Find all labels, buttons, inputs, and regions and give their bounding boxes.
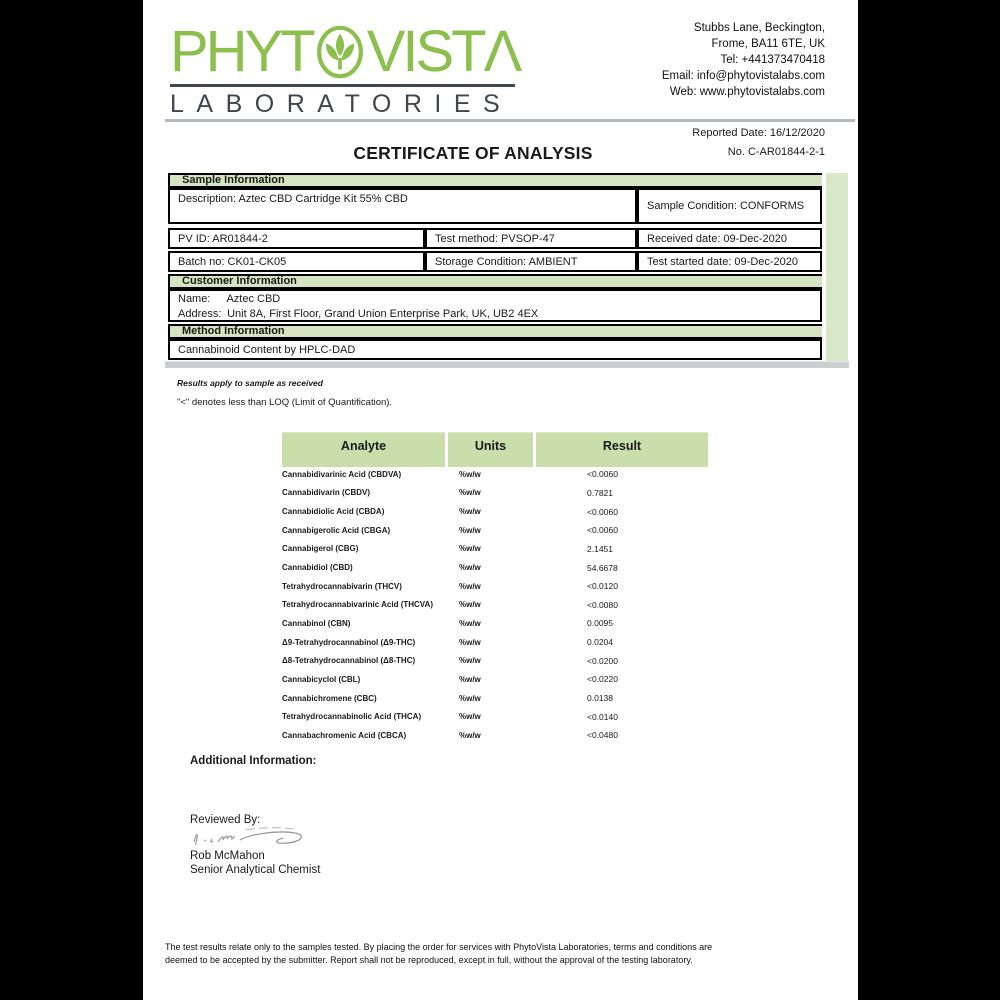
brand-logo [170, 19, 520, 84]
results-cell-units: %w/w [459, 581, 481, 591]
results-row [282, 502, 712, 521]
customer-name-value: Aztec CBD [226, 293, 281, 305]
results-row [282, 651, 712, 670]
certificate-page [143, 0, 858, 1000]
results-cell-units: %w/w [459, 544, 481, 554]
results-row [282, 689, 712, 708]
customer-address-value: Unit 8A, First Floor, Grand Union Enterprise Park, UK, UB2 4EX [227, 308, 539, 320]
brand-wordmark-right: VISTΛ [366, 19, 520, 84]
received-date-cell: Received date: 09-Dec-2020 [637, 228, 822, 249]
contact-address-block [505, 20, 825, 100]
results-cell-units: %w/w [459, 674, 481, 684]
method-cell: Cannabinoid Content by HPLC-DAD [168, 339, 822, 360]
results-cell-units: %w/w [459, 637, 481, 647]
sample-information-section-bar: Sample Information [168, 173, 822, 188]
sample-condition-cell: Sample Condition: CONFORMS [637, 188, 822, 224]
results-header-analyte: Analyte [282, 432, 445, 467]
results-row [282, 558, 712, 577]
results-cell-units: %w/w [459, 600, 481, 610]
customer-info-cell [168, 289, 822, 322]
contact-line: Tel: +441373470418 [720, 54, 825, 66]
results-row [282, 707, 712, 726]
logo-divider-rule [170, 84, 515, 87]
results-row [282, 484, 712, 503]
customer-name-line [178, 293, 820, 305]
results-cell-analyte: Cannabigerolic Acid (CBGA) [282, 525, 391, 535]
results-cell-units: %w/w [459, 488, 481, 498]
results-cell-units: %w/w [459, 618, 481, 628]
footer-line-2: deemed to be accepted by the submitter. Report shall not be reproduced, except in full, without the approval of the testing laboratory. [165, 954, 693, 965]
results-cell-analyte: Tetrahydrocannabinolic Acid (THCA) [282, 712, 422, 722]
results-row [282, 540, 712, 559]
report-number: No. C-AR01844-2-1 [727, 146, 825, 158]
results-cell-result: <0.0060 [587, 469, 618, 480]
results-cell-result: 0.0138 [587, 693, 613, 703]
test-method-cell: Test method: PVSOP-47 [425, 228, 637, 249]
reviewer-name: Rob McMahon [190, 850, 265, 862]
results-cell-result: 2.1451 [587, 543, 613, 554]
results-cell-analyte: Cannabachromenic Acid (CBCA) [282, 730, 407, 740]
green-margin-strip [826, 173, 848, 363]
results-cell-analyte: Δ9-Tetrahydrocannabinol (Δ9-THC) [282, 637, 416, 647]
results-row [282, 614, 712, 633]
results-cell-analyte: Cannabichromene (CBC) [282, 693, 377, 703]
footer-line-1: The test results relate only to the samples tested. By placing the order for services with PhytoVista Laboratories, terms and conditions are [165, 942, 713, 952]
contact-line: Frome, BA11 6TE, UK [711, 38, 825, 50]
results-cell-result: <0.0480 [587, 730, 618, 741]
customer-address-line [178, 308, 820, 320]
reviewer-title: Senior Analytical Chemist [190, 864, 321, 876]
results-cell-result: <0.0060 [587, 525, 618, 536]
results-cell-units: %w/w [459, 712, 481, 722]
results-cell-result: 0.0095 [587, 618, 613, 629]
results-row [282, 633, 712, 652]
results-cell-result: <0.0120 [587, 581, 618, 592]
sample-description-cell: Description: Aztec CBD Cartridge Kit 55% CBD [168, 188, 637, 224]
results-cell-result: 54.6678 [587, 562, 618, 573]
results-cell-units: %w/w [459, 656, 481, 666]
results-header-result: Result [536, 432, 708, 467]
brand-wordmark-left: PHYT [170, 19, 313, 84]
results-cell-result: <0.0220 [587, 674, 618, 685]
leaf-in-circle-icon [315, 24, 365, 80]
results-table-body [282, 465, 712, 745]
results-row [282, 465, 712, 484]
results-cell-result: <0.0200 [587, 655, 618, 666]
results-cell-result: <0.0060 [587, 506, 618, 517]
contact-line: Stubbs Lane, Beckington, [693, 22, 825, 34]
contact-line: Email: info@phytovistalabs.com [661, 70, 825, 82]
results-cell-analyte: Cannabidivarinic Acid (CBDVA) [282, 469, 402, 479]
customer-name-label: Name: [178, 293, 211, 305]
results-cell-analyte: Tetrahydrocannabivarin (THCV) [282, 581, 402, 591]
customer-information-section-bar: Customer Information [168, 274, 822, 289]
results-cell-analyte: Cannabidiolic Acid (CBDA) [282, 507, 385, 517]
results-row [282, 670, 712, 689]
contact-line: Web: www.phytovistalabs.com [669, 86, 825, 98]
results-cell-result: 0.0204 [587, 637, 613, 648]
handwritten-signature [188, 826, 313, 850]
results-note: Results apply to sample as received [177, 378, 323, 388]
reported-date: Reported Date: 16/12/2020 [692, 127, 825, 139]
results-row [282, 577, 712, 596]
footer-disclaimer [165, 941, 843, 966]
results-cell-analyte: Δ8-Tetrahydrocannabinol (Δ8-THC) [282, 656, 416, 666]
pv-id-cell: PV ID: AR01844-2 [168, 228, 425, 249]
loq-note: "<" denotes less than LOQ (Limit of Quantification). [177, 397, 393, 408]
header-bottom-rule [165, 119, 855, 122]
results-cell-units: %w/w [459, 563, 481, 573]
results-cell-result: 0.7821 [587, 487, 613, 498]
results-row [282, 521, 712, 540]
brand-subtitle: LABORATORIES [170, 90, 513, 118]
results-cell-units: %w/w [459, 730, 481, 740]
results-cell-units: %w/w [459, 469, 481, 479]
certificate-title: CERTIFICATE OF ANALYSIS [353, 143, 593, 163]
customer-address-label: Address: [178, 308, 222, 320]
results-cell-analyte: Tetrahydrocannabivarinic Acid (THCVA) [282, 600, 433, 610]
results-row [282, 726, 712, 745]
results-cell-units: %w/w [459, 507, 481, 517]
storage-condition-cell: Storage Condition: AMBIENT [425, 251, 637, 272]
results-cell-result: <0.0080 [587, 599, 618, 610]
results-row [282, 595, 712, 614]
section-divider-bar [165, 361, 849, 368]
batch-no-cell: Batch no: CK01-CK05 [168, 251, 425, 272]
results-cell-analyte: Cannabidivarin (CBDV) [282, 488, 371, 498]
results-cell-analyte: Cannabidiol (CBD) [282, 563, 353, 573]
additional-information-label: Additional Information: [190, 755, 317, 767]
method-information-section-bar: Method Information [168, 324, 822, 339]
test-started-date-cell: Test started date: 09-Dec-2020 [637, 251, 822, 272]
results-cell-analyte: Cannabigerol (CBG) [282, 544, 359, 554]
results-cell-analyte: Cannabicyclol (CBL) [282, 674, 361, 684]
results-cell-result: <0.0140 [587, 711, 618, 722]
results-cell-units: %w/w [459, 693, 481, 703]
results-header-units: Units [448, 432, 533, 467]
results-cell-units: %w/w [459, 525, 481, 535]
reviewed-by-label: Reviewed By: [190, 814, 261, 826]
results-cell-analyte: Cannabinol (CBN) [282, 618, 351, 628]
